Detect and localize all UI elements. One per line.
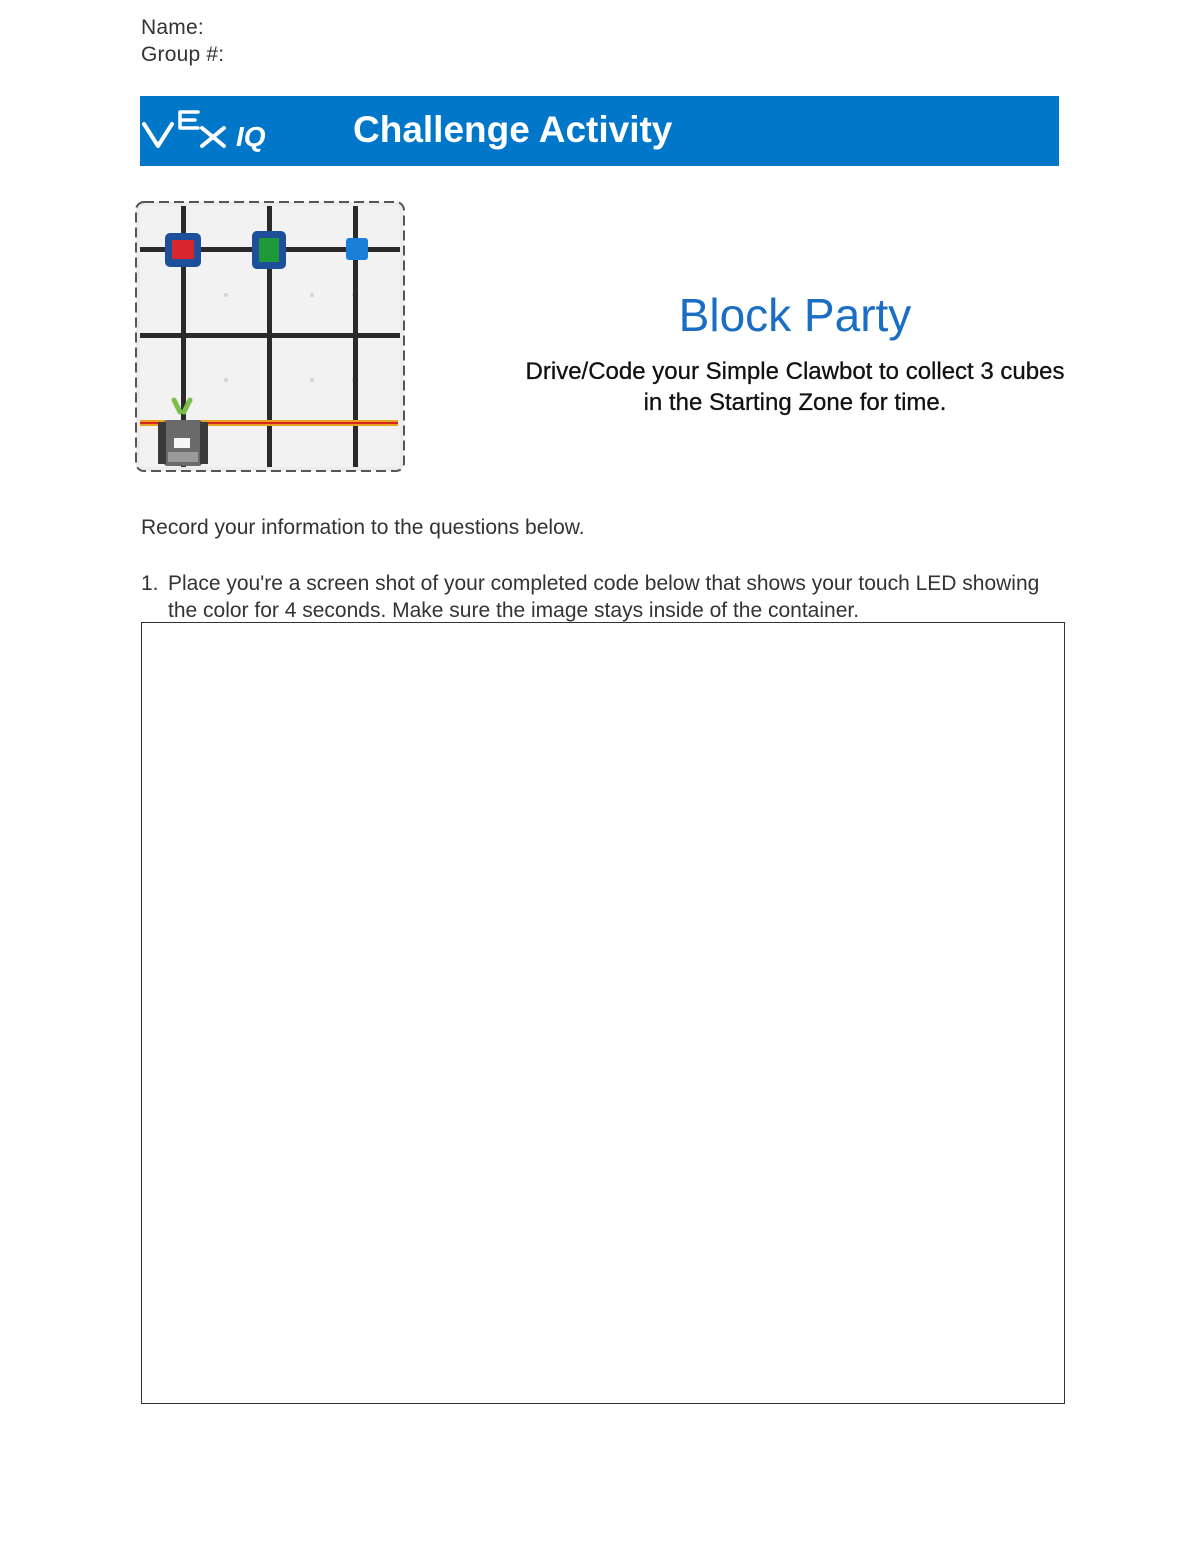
vex-iq-logo-icon [140,104,330,158]
question-number: 1. [141,572,159,595]
name-label: Name: [141,16,204,39]
banner-title: Challenge Activity [353,109,673,150]
group-label: Group #: [141,43,225,66]
activity-description-line-2: in the Starting Zone for time. [643,389,947,416]
instructions-text: Record your information to the questions below. [141,516,585,539]
activity-description-line-1: Drive/Code your Simple Clawbot to collect 3 cubes [525,358,1065,385]
question-1 [141,570,1071,624]
question-text: Place you're a screen shot of your completed code below that shows your touch LED showing the color for 4 seconds. Make sure the image stays inside of the container. [168,572,1040,622]
activity-description [470,356,1120,418]
answer-image-container[interactable] [141,622,1065,1404]
challenge-banner [140,96,1059,166]
activity-title: Block Party [678,289,912,341]
svg-text:IQ: IQ [236,121,266,152]
field-map-image [134,200,406,473]
